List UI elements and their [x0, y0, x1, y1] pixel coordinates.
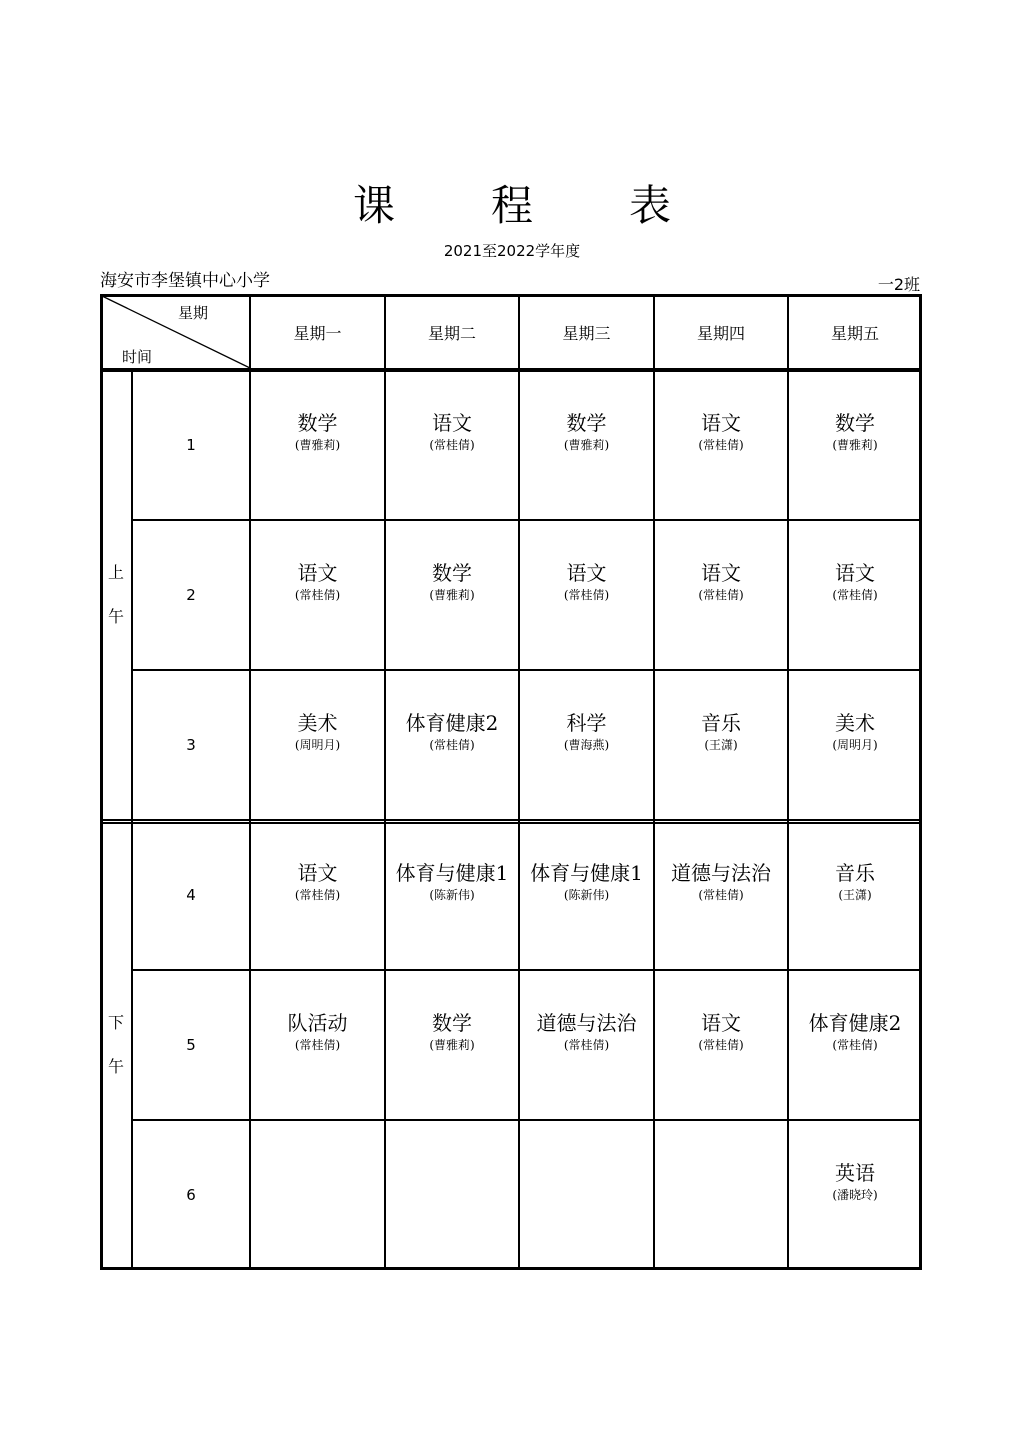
teacher-name: (常桂倩) — [698, 1038, 744, 1052]
half-day-label — [100, 370, 132, 820]
teacher-name: (曹雅莉) — [563, 438, 610, 452]
half-day-char: 下 — [107, 1013, 124, 1032]
period-number: 4 — [186, 886, 196, 904]
subject-name: 道德与法治 — [536, 1011, 637, 1035]
table-cell — [654, 970, 788, 1120]
table-cell — [250, 820, 385, 970]
subject-name: 语文 — [835, 561, 875, 585]
teacher-name: (常桂倩) — [832, 1038, 878, 1052]
teacher-name: (常桂倩) — [698, 888, 744, 902]
period-number: 3 — [186, 736, 196, 754]
table-cell — [788, 370, 922, 520]
teacher-name: (曹雅莉) — [429, 588, 475, 602]
subject-name: 语文 — [701, 1011, 741, 1035]
table-cell — [250, 520, 385, 670]
teacher-name: (周明月) — [832, 738, 878, 752]
teacher-name: (曹雅莉) — [832, 438, 878, 452]
subject-name: 数学 — [566, 411, 607, 435]
subject-name: 科学 — [566, 711, 607, 735]
teacher-name: (常桂倩) — [563, 1038, 610, 1052]
table-cell — [519, 970, 654, 1120]
table-cell — [788, 970, 922, 1120]
table-cell — [788, 670, 922, 820]
table-cell — [519, 820, 654, 970]
teacher-name: (潘晓玲) — [832, 1188, 878, 1202]
teacher-name: (常桂倩) — [832, 588, 878, 602]
table-cell — [519, 370, 654, 520]
subject-name: 语文 — [701, 411, 741, 435]
teacher-name: (曹雅莉) — [294, 438, 341, 452]
table-cell — [250, 670, 385, 820]
subject-name: 语文 — [297, 861, 338, 885]
teacher-name: (陈新伟) — [429, 888, 475, 902]
subject-name: 语文 — [566, 561, 607, 585]
table-cell — [385, 970, 519, 1120]
subject-name: 体育健康2 — [405, 711, 499, 735]
subject-name: 音乐 — [701, 711, 741, 735]
subject-name: 美术 — [835, 711, 875, 735]
table-cell — [519, 520, 654, 670]
subject-name: 语文 — [297, 561, 338, 585]
subject-name: 道德与法治 — [671, 861, 771, 885]
subject-name: 语文 — [701, 561, 741, 585]
subject-name: 美术 — [297, 711, 338, 735]
subject-name: 体育健康2 — [808, 1011, 902, 1035]
teacher-name: (常桂倩) — [429, 738, 475, 752]
table-cell — [385, 820, 519, 970]
subject-name: 数学 — [432, 561, 472, 585]
half-day-label — [100, 820, 132, 1270]
title-char: 表 — [629, 181, 672, 230]
teacher-name: (常桂倩) — [698, 588, 744, 602]
day-header: 星期一 — [293, 323, 342, 343]
period-number: 2 — [186, 586, 196, 604]
subject-name: 数学 — [432, 1011, 472, 1035]
table-cell — [385, 370, 519, 520]
table-cell — [250, 970, 385, 1120]
title-char: 程 — [490, 181, 533, 230]
teacher-name: (常桂倩) — [294, 888, 341, 902]
table-cell — [250, 370, 385, 520]
period-number: 5 — [186, 1036, 196, 1054]
page-title — [0, 178, 1024, 234]
class-name: 一2班 — [877, 275, 920, 294]
subject-name: 音乐 — [835, 861, 875, 885]
teacher-name: (常桂倩) — [429, 438, 475, 452]
table-cell — [385, 670, 519, 820]
half-day-char: 上 — [107, 563, 124, 582]
teacher-name: (曹海燕) — [563, 738, 610, 752]
subject-name: 体育与健康1 — [395, 861, 509, 885]
half-day-char: 午 — [107, 1057, 124, 1076]
table-cell — [385, 1120, 519, 1270]
subject-name: 数学 — [297, 411, 338, 435]
timetable — [100, 294, 922, 1270]
table-cell — [654, 1120, 788, 1270]
teacher-name: (王潇) — [704, 738, 738, 752]
school-name: 海安市李堡镇中心小学 — [100, 271, 270, 291]
day-header: 星期四 — [696, 323, 745, 343]
corner-label-weekday: 星期 — [178, 304, 209, 322]
table-cell — [788, 820, 922, 970]
table-cell — [519, 670, 654, 820]
subject-name: 英语 — [835, 1161, 875, 1185]
table-cell — [250, 1120, 385, 1270]
table-cell — [654, 670, 788, 820]
table-cell — [654, 520, 788, 670]
table-cell — [385, 520, 519, 670]
period-number: 1 — [186, 436, 196, 454]
teacher-name: (常桂倩) — [563, 588, 610, 602]
teacher-name: (常桂倩) — [698, 438, 744, 452]
day-header: 星期五 — [830, 323, 879, 343]
table-cell — [788, 1120, 922, 1270]
table-cell — [788, 520, 922, 670]
subject-name: 数学 — [835, 411, 875, 435]
table-cell — [519, 1120, 654, 1270]
period-number: 6 — [186, 1186, 196, 1204]
half-day-char: 午 — [107, 607, 124, 626]
teacher-name: (周明月) — [294, 738, 341, 752]
subject-name: 体育与健康1 — [530, 861, 643, 885]
title-char: 课 — [352, 181, 395, 230]
subject-name: 语文 — [432, 411, 472, 435]
teacher-name: (陈新伟) — [563, 888, 610, 902]
school-year: 2021至2022学年度 — [443, 242, 581, 260]
teacher-name: (曹雅莉) — [429, 1038, 475, 1052]
subject-name: 队活动 — [287, 1011, 348, 1035]
table-cell — [654, 820, 788, 970]
day-header: 星期三 — [562, 323, 611, 343]
table-cell — [654, 370, 788, 520]
day-header: 星期二 — [427, 323, 476, 343]
teacher-name: (王潇) — [838, 888, 872, 902]
teacher-name: (常桂倩) — [294, 588, 341, 602]
teacher-name: (常桂倩) — [294, 1038, 341, 1052]
corner-label-time: 时间 — [122, 348, 153, 366]
